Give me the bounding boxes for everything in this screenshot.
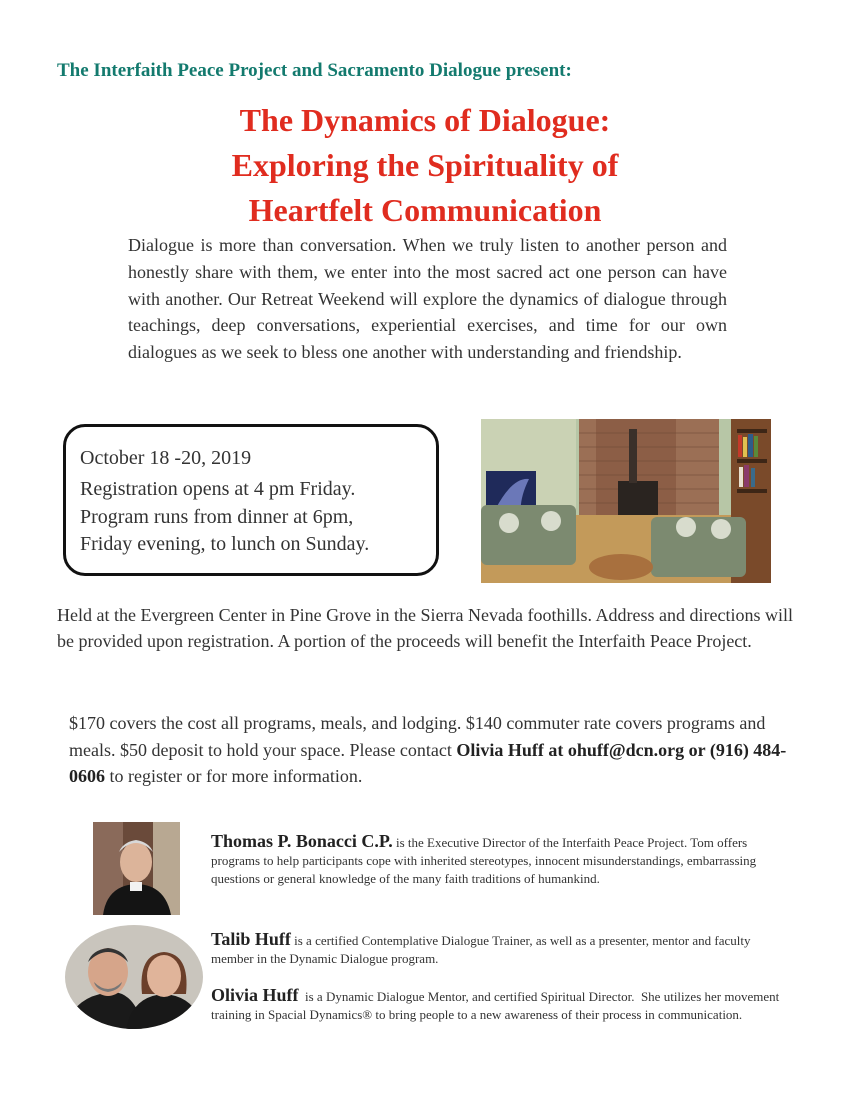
pricing-paragraph: [69, 710, 799, 790]
bio-text-olivia: is a Dynamic Dialogue Mentor, and certified Spiritual Director. She utilizes her movement training in Spacial Dynamics® to bring people to a new awareness of their process in communication.: [211, 989, 783, 1022]
schedule-box: [63, 424, 439, 576]
thomas-bonacci-photo: [93, 822, 180, 915]
title-line-3: Heartfelt Communication: [248, 192, 602, 228]
bio-talib-huff: [211, 930, 781, 968]
bio-name-talib: Talib Huff: [211, 929, 291, 949]
bio-thomas-bonacci: [211, 832, 781, 888]
contact-info: Olivia Huff at ohuff@dcn.org or (916) 484-0606: [69, 739, 787, 786]
title-line-1: The Dynamics of Dialogue:: [239, 102, 611, 138]
presenter-line: The Interfaith Peace Project and Sacramento Dialogue present:: [57, 60, 572, 81]
bio-text-talib: is a certified Contemplative Dialogue Trainer, as well as a presenter, mentor and faculty member in the Dynamic Dialogue program.: [211, 933, 751, 966]
intro-paragraph: Dialogue is more than conversation. When we truly listen to another person and honestly share with them, we enter into the most sacred act one person can have with another. Our Retreat Weekend will explore the dynamics of dialogue through teachings, deep conversations, experiential exercises, and time for our own dialogues as we seek to bless one another with understanding and friendship.: [128, 235, 727, 363]
venue-paragraph: Held at the Evergreen Center in Pine Grove in the Sierra Nevada foothills. Address and directions will be provided upon registration. A portion of the proceeds will benefit the Interfaith Peace Project.: [57, 605, 793, 651]
schedule-line-end: Friday evening, to lunch on Sunday.: [80, 533, 370, 555]
pricing-suffix: to register or for more information.: [105, 766, 363, 786]
schedule-line-program: Program runs from dinner at 6pm,: [80, 505, 354, 528]
huff-couple-photo: [64, 924, 204, 1030]
bio-olivia-huff: [211, 986, 781, 1024]
pricing-text: $170 covers the cost all programs, meals, and lodging. $140 commuter rate covers programs and meals. $50 deposit to hold your space. Please contact: [69, 713, 766, 760]
schedule-line-registration: Registration opens at 4 pm Friday.: [80, 478, 356, 500]
event-dates: October 18 -20, 2019: [80, 447, 252, 469]
event-title: [0, 98, 850, 233]
title-line-2: Exploring the Spirituality of: [231, 147, 619, 183]
bio-name-thomas: Thomas P. Bonacci C.P.: [211, 831, 393, 851]
bio-text-thomas: is the Executive Director of the Interfaith Peace Project. Tom offers programs to help participants cope with inherited stereotypes, innocent misunderstandings, embarrassing questions or general knowledge of the many faith traditions of humankind.: [211, 835, 757, 886]
retreat-room-photo: [481, 419, 771, 583]
bio-name-olivia: Olivia Huff: [211, 985, 299, 1005]
